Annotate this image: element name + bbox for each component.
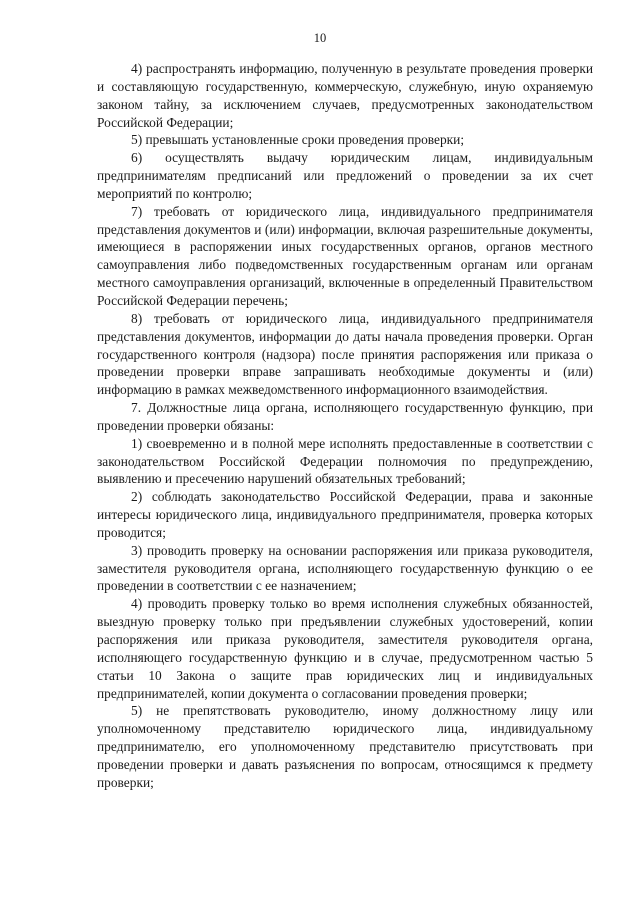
duty-item-5-not-obstruct: 5) не препятствовать руководителю, иному должностному лицу или уполномоченному представителю юридического лица, индивидуальному предпринимателю, его уполномоченному представителю присутствовать при проведении проверки и давать разъяснения по вопросам, относящимся к предмету проверки; [97,703,593,790]
duty-item-4-service-hours: 4) проводить проверку только во время исполнения служебных обязанностей, выездную проверку только при предъявлении служебных удостоверений, копии распоряжения или приказа руководителя, заместителя руководителя органа, исполняющего государственную функцию и в случае, предусмотренном частью 5 статьи 10 Закона о защите прав юридических лиц и индивидуальных предпринимателей, копии документа о согласовании проведения проверки; [97,596,593,701]
list-item-6-issue-orders: 6) осуществлять выдачу юридическим лицам, индивидуальным предпринимателям предписаний или предложений о проведении за их счет мероприятий по контролю; [97,150,593,201]
list-item-5-exceed-terms: 5) превышать установленные сроки проведения проверки; [131,132,465,148]
duty-item-3-order-basis: 3) проводить проверку на основании распоряжения или приказа руководителя, заместителя руководителя органа, исполняющего государственную функцию о ее проведении в соответствии с ее назначением; [97,542,593,594]
page-number: 10 [313,31,327,45]
document-body [97,60,593,792]
duty-item-1-execute-powers: 1) своевременно и в полной мере исполнять предоставленные в соответствии с законодательством Российской Федерации полномочия по предупреждению, выявлению и пресечению нарушений обязательных требований; [97,435,593,487]
duty-item-2-comply-law: 2) соблюдать законодательство Российской Федерации, права и законные интересы юридического лица, индивидуального предпринимателя, проверка которых проводится; [97,489,593,540]
list-item-7-require-documents: 7) требовать от юридического лица, индивидуального предпринимателя представления документов и (или) информации, включая разрешительные документы, имеющиеся в распоряжении иных государственных органов, органов местного самоуправления либо подведомственных государственным органам или органам местного самоуправления организаций, включенные в определенный Правительством Российской Федерации перечень; [97,203,593,308]
list-item-4-distribute-info: 4) распространять информацию, полученную в результате проведения проверки и составляющую государственную, коммерческую, служебную, иную охраняемую законом тайну, за исключением случаев, предусмотренных законодательством Российской Федерации; [97,61,593,130]
list-item-8-require-before-start: 8) требовать от юридического лица, индивидуального предпринимателя представления документов, информации до даты начала проведения проверки. Орган государственного контроля (надзора) после принятия распоряжения или приказа о проведении проверки вправе запрашивать необходимые документы и (или) информацию в рамках межведомственного информационного взаимодействия. [97,310,593,398]
section-7-officials-obliged: 7. Должностные лица органа, исполняющего государственную функцию, при проведении проверки обязаны: [97,400,593,433]
